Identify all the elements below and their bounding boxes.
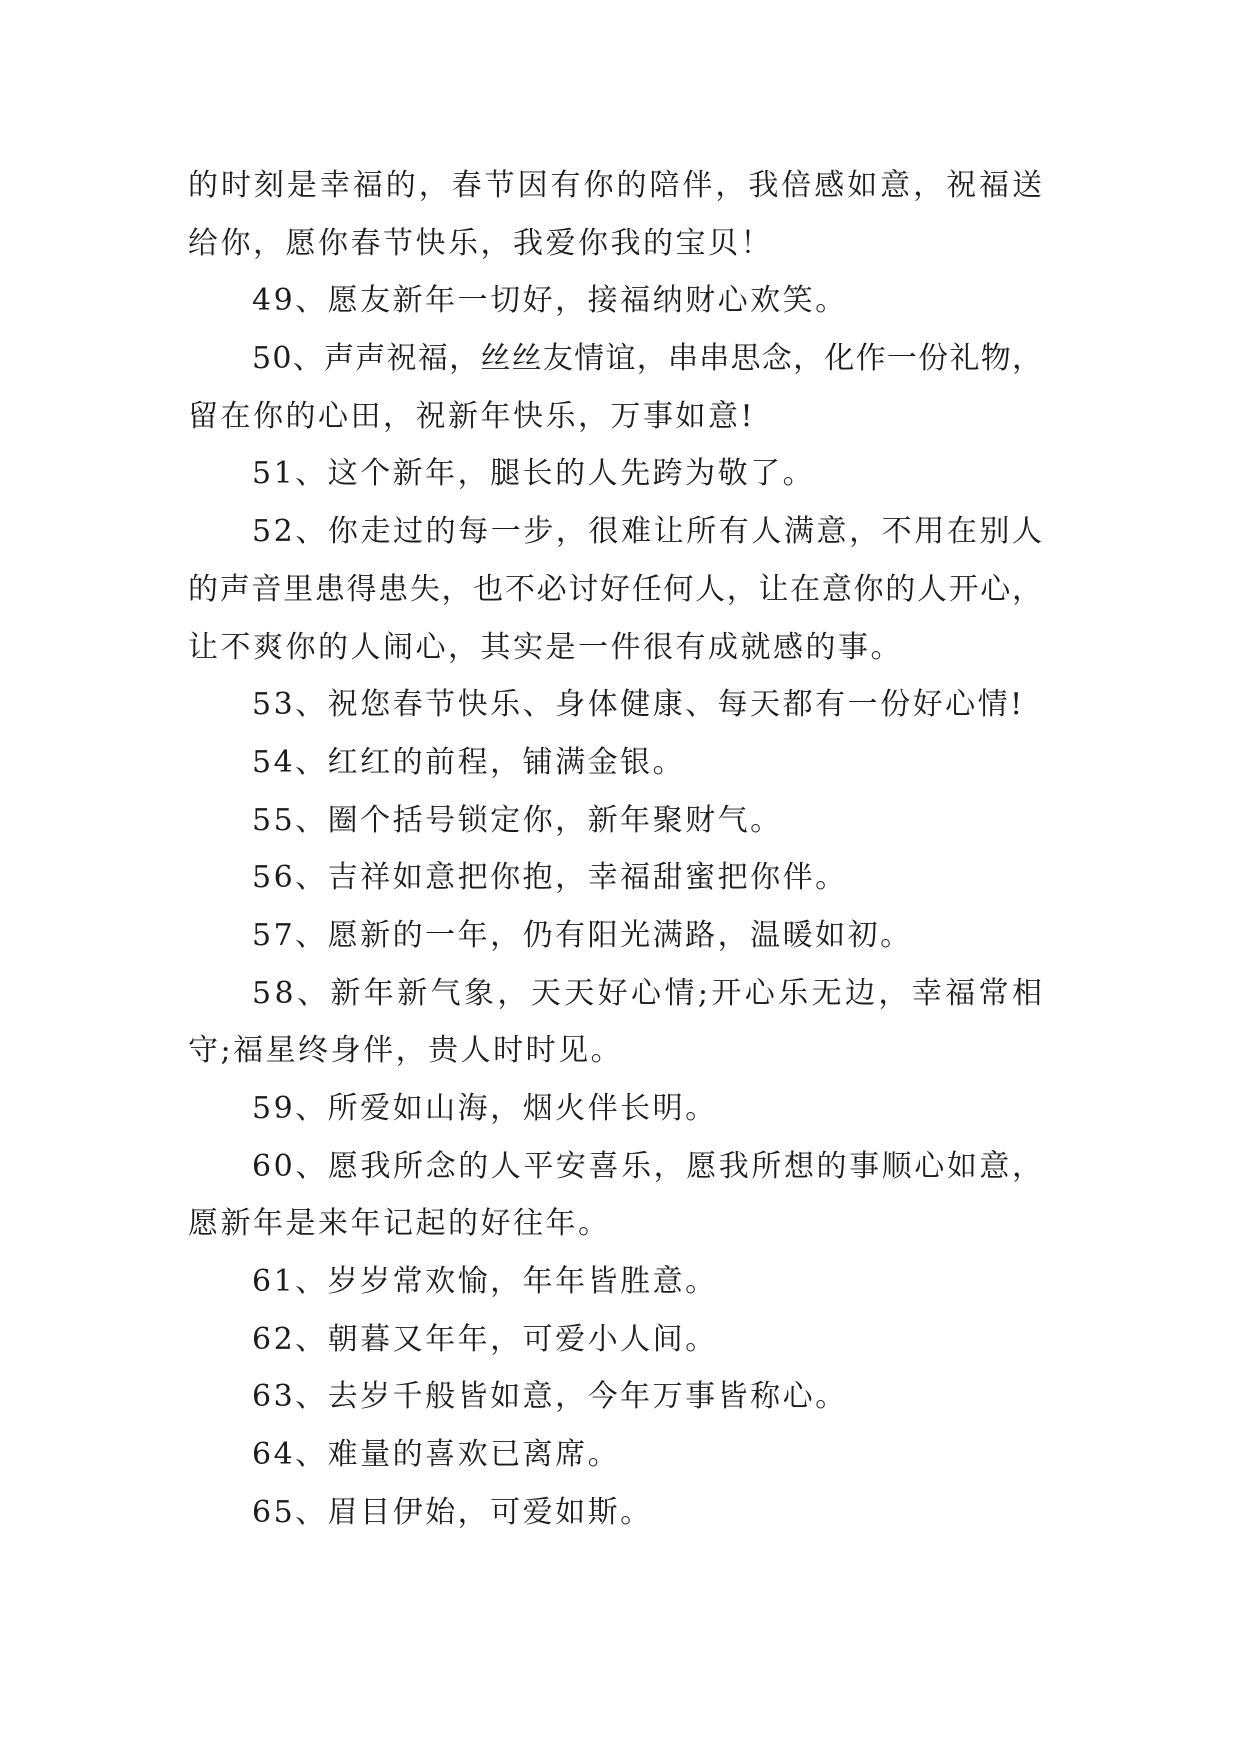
- line-text: 58、新年新气象，天天好心情;开心乐无边，幸福常相: [252, 975, 1046, 1011]
- text-line: [188, 157, 1045, 215]
- list-item: [188, 1253, 1042, 1311]
- list-item: [188, 965, 1046, 1080]
- line-text: 63、去岁千般皆如意，今年万事皆称心。: [252, 1379, 848, 1415]
- list-item: [188, 1426, 1042, 1484]
- line-text: 给你，愿你春节快乐，我爱你我的宝贝！: [188, 225, 773, 261]
- text-line: [188, 1311, 1042, 1369]
- list-item: [188, 1080, 1042, 1138]
- list-item: [188, 503, 1045, 676]
- line-text: 54、红红的前程，铺满金银。: [252, 744, 686, 780]
- text-line: [188, 503, 1045, 561]
- text-line: [188, 676, 1042, 734]
- line-text: 59、所爱如山海，烟火伴长明。: [252, 1091, 718, 1126]
- line-text: 的声音里患得患失，也不必讨好任何人，让在意你的人开心，: [188, 571, 1044, 607]
- text-line: [188, 619, 1042, 677]
- text-line: [188, 330, 1042, 388]
- text-line: [188, 849, 1042, 907]
- text-line: [188, 1484, 1042, 1542]
- line-text: 64、难量的喜欢已离席。: [252, 1437, 621, 1473]
- line-text: 52、你走过的每一步，很难让所有人满意，不用在别人: [252, 514, 1045, 550]
- list-item: [188, 734, 1042, 792]
- line-text: 让不爽你的人闹心，其实是一件很有成就感的事。: [188, 629, 903, 665]
- text-line: [188, 792, 1042, 850]
- line-text: 守;福星终身伴，贵人时时见。: [188, 1033, 624, 1069]
- text-line: [188, 1138, 1045, 1196]
- line-text: 50、声声祝福，丝丝友情谊，串串思念，化作一份礼物，: [252, 341, 1044, 377]
- text-line: [188, 388, 1042, 446]
- line-text: 53、祝您春节快乐、身体健康、每天都有一份好心情!: [252, 687, 1025, 723]
- line-text: 愿新年是来年记起的好往年。: [188, 1206, 611, 1242]
- text-line: [188, 734, 1042, 792]
- line-text: 51、这个新年，腿长的人先跨为敬了。: [252, 456, 816, 492]
- text-line: [188, 1022, 1042, 1080]
- line-text: 62、朝暮又年年，可爱小人间。: [252, 1321, 718, 1357]
- text-line: [188, 907, 1042, 965]
- text-line: [188, 215, 1042, 273]
- line-text: 55、圈个括号锁定你，新年聚财气。: [252, 802, 783, 838]
- text-line: [188, 1195, 1042, 1253]
- line-text: 61、岁岁常欢愉，年年皆胜意。: [252, 1264, 718, 1300]
- list-item: [188, 1138, 1045, 1253]
- list-item: [188, 330, 1042, 445]
- line-text: 49、愿友新年一切好，接福纳财心欢笑。: [252, 283, 848, 319]
- line-text: 57、愿新的一年，仍有阳光满路，温暖如初。: [252, 917, 913, 953]
- line-text: 留在你的心田，祝新年快乐，万事如意!: [188, 398, 756, 434]
- line-text: 60、愿我所念的人平安喜乐，愿我所想的事顺心如意，: [252, 1148, 1045, 1184]
- text-line: [188, 1253, 1042, 1311]
- text-line: [188, 965, 1046, 1023]
- text-line: [188, 445, 1042, 503]
- list-item: [188, 676, 1042, 734]
- text-line: [188, 1080, 1042, 1138]
- list-item: [188, 445, 1042, 503]
- list-item: [188, 792, 1042, 850]
- list-item: [188, 272, 1042, 330]
- text-line: [188, 1426, 1042, 1484]
- list-item: [188, 1484, 1042, 1542]
- list-item: [188, 1311, 1042, 1369]
- text-line: [188, 1368, 1042, 1426]
- text-line: [188, 561, 1042, 619]
- continued-paragraph: [188, 157, 1045, 272]
- list-item: [188, 849, 1042, 907]
- document-body: [188, 157, 1046, 1542]
- list-item: [188, 1368, 1042, 1426]
- line-text: 56、吉祥如意把你抱，幸福甜蜜把你伴。: [252, 860, 848, 896]
- line-text: 65、眉目伊始，可爱如斯。: [252, 1494, 653, 1530]
- line-text: 的时刻是幸福的，春节因有你的陪伴，我倍感如意，祝福送: [188, 168, 1045, 203]
- text-line: [188, 272, 1042, 330]
- list-item: [188, 907, 1042, 965]
